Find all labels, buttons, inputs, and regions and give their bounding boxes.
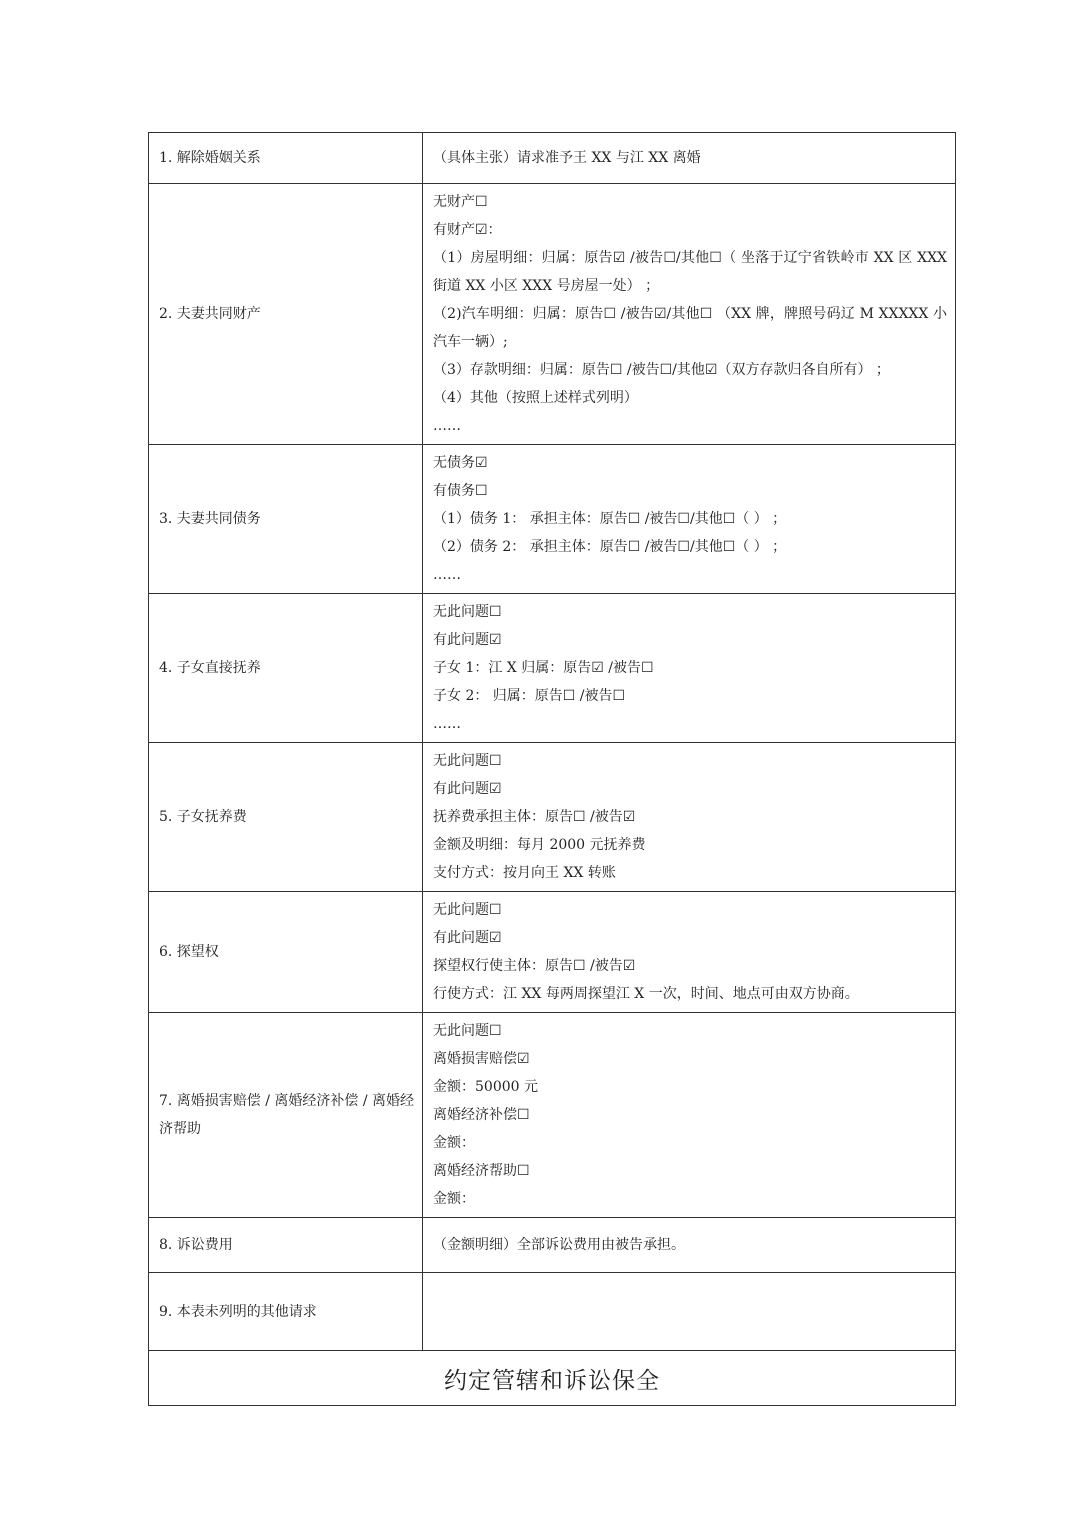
row-child-custody [149, 594, 956, 743]
section-title-row [149, 1351, 956, 1406]
content-line: …… [433, 716, 461, 732]
content-line: 金额： [433, 1191, 475, 1207]
row-label: 8. 诉讼费用 [149, 1218, 423, 1273]
content-line: （2)汽车明细：归属：原告☐ /被告☑/其他☐ （XX 牌，牌照号码辽 M XXXXX 小汽车一辆）; [433, 306, 947, 350]
content-line: 离婚损害赔偿☑ [433, 1051, 530, 1067]
content-line: 无此问题☐ [433, 604, 502, 620]
content-line: 子女 1：江 X 归属：原告☑ /被告☐ [433, 660, 654, 676]
content-line: 无此问题☐ [433, 902, 502, 918]
row-joint-debts [149, 445, 956, 594]
row-label: 2. 夫妻共同财产 [149, 184, 423, 445]
content-line: 有此问题☑ [433, 632, 502, 648]
row-label: 5. 子女抚养费 [149, 743, 423, 892]
row-content [423, 1273, 956, 1351]
content-line: 金额： [433, 1135, 475, 1151]
content-line: 有此问题☑ [433, 781, 502, 797]
content-line: 金额及明细：每月 2000 元抚养费 [433, 837, 646, 853]
row-joint-property [149, 184, 956, 445]
row-content [423, 1218, 956, 1273]
row-content [423, 594, 956, 743]
content-line: （3）存款明细：归属：原告☐ /被告☐/其他☑（双方存款归各自所有） ； [433, 362, 890, 378]
form-body [149, 133, 956, 1406]
row-content [423, 184, 956, 445]
content-line: 有财产☑： [433, 222, 502, 238]
content-line: 无财产☐ [433, 194, 488, 210]
row-content [423, 445, 956, 594]
row-content [423, 892, 956, 1013]
row-content [423, 1013, 956, 1218]
content-line: 离婚经济帮助☐ [433, 1163, 530, 1179]
content-line: 支付方式：按月向王 XX 转账 [433, 865, 616, 881]
content-line: …… [433, 418, 461, 434]
content-line: 无债务☑ [433, 455, 488, 471]
row-content [423, 133, 956, 184]
row-label: 1. 解除婚姻关系 [149, 133, 423, 184]
content-line: （金额明细）全部诉讼费用由被告承担。 [433, 1237, 685, 1253]
content-line: 探望权行使主体：原告☐ /被告☑ [433, 958, 636, 974]
content-line: 金额：50000 元 [433, 1079, 538, 1095]
content-line: （4）其他（按照上述样式列明） [433, 390, 638, 406]
claims-form-table [148, 132, 956, 1406]
content-line: 有此问题☑ [433, 930, 502, 946]
content-line: 离婚经济补偿☐ [433, 1107, 530, 1123]
row-label: 6. 探望权 [149, 892, 423, 1013]
row-label: 3. 夫妻共同债务 [149, 445, 423, 594]
content-line: （1）债务 1： 承担主体：原告☐ /被告☐/其他☐（ ） ； [433, 511, 787, 527]
row-label: 4. 子女直接抚养 [149, 594, 423, 743]
row-other-requests [149, 1273, 956, 1351]
content-line: …… [433, 567, 461, 583]
content-line: （1）房屋明细：归属：原告☑ /被告☐/其他☐（ 坐落于辽宁省铁岭市 XX 区 XXX 街道 XX 小区 XXX 号房屋一处） ； [433, 250, 947, 294]
content-line: 无此问题☐ [433, 753, 502, 769]
row-label: 7. 离婚损害赔偿 / 离婚经济补偿 / 离婚经济帮助 [149, 1013, 423, 1218]
row-divorce-compensation [149, 1013, 956, 1218]
content-line: 抚养费承担主体：原告☐ /被告☑ [433, 809, 636, 825]
row-child-support [149, 743, 956, 892]
row-dissolve-marriage [149, 133, 956, 184]
row-litigation-costs [149, 1218, 956, 1273]
content-line: 行使方式：江 XX 每两周探望江 X 一次，时间、地点可由双方协商。 [433, 986, 859, 1002]
content-line: 有债务☐ [433, 483, 488, 499]
row-label: 9. 本表未列明的其他请求 [149, 1273, 423, 1351]
section-title: 约定管辖和诉讼保全 [149, 1351, 956, 1406]
content-line: 子女 2： 归属：原告☐ /被告☐ [433, 688, 626, 704]
content-line: （2）债务 2： 承担主体：原告☐ /被告☐/其他☐（ ） ； [433, 539, 787, 555]
row-visitation-rights [149, 892, 956, 1013]
row-content [423, 743, 956, 892]
content-line: （具体主张）请求准予王 XX 与江 XX 离婚 [433, 150, 701, 166]
content-line: 无此问题☐ [433, 1023, 502, 1039]
